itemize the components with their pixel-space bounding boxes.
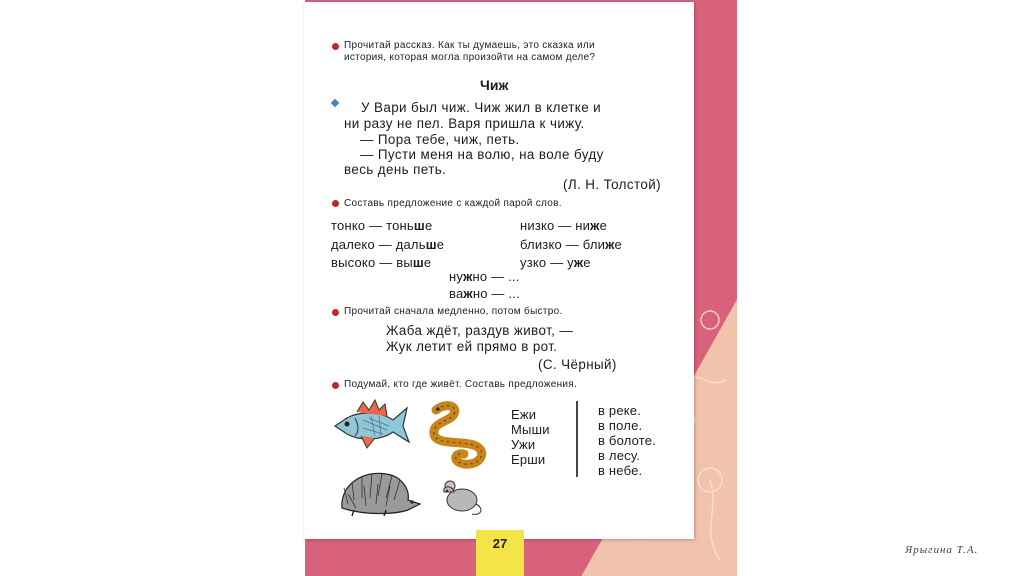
word-pair: [331, 254, 431, 272]
story-line: весь день петь.: [344, 162, 447, 177]
fish-illustration: [331, 398, 415, 454]
author-signature: Ярыгина Т.А.: [905, 544, 979, 556]
bold-letter: ж: [605, 237, 615, 252]
textbook-page: [304, 2, 694, 539]
story-title: Чиж: [480, 77, 509, 93]
poem-author: (С. Чёрный): [538, 357, 617, 372]
word-tail: е: [614, 237, 622, 252]
word-stem: близко — бли: [520, 237, 606, 252]
bold-letter: ш: [412, 255, 424, 270]
word-tail: е: [423, 255, 432, 270]
place-phrase: в небе.: [598, 463, 643, 478]
word-pair: [331, 236, 444, 254]
word-stem: высоко — вы: [331, 255, 413, 270]
word-stem: ну: [449, 269, 464, 284]
story-line: ни разу не пел. Варя пришла к чижу.: [344, 116, 585, 131]
animal-word: Ерши: [511, 452, 546, 467]
word-stem: далеко — даль: [331, 237, 426, 252]
bold-letter: ж: [590, 218, 600, 233]
place-phrase: в реке.: [598, 403, 642, 418]
word-pair: [520, 217, 607, 235]
word-pair: [520, 236, 622, 254]
hedgehog-illustration: [336, 464, 422, 518]
bold-letter: ш: [425, 237, 437, 252]
task1-line1: Прочитай рассказ. Как ты думаешь, это сказка или: [344, 40, 595, 51]
animal-word: Мыши: [511, 422, 550, 437]
page-number: 27: [476, 530, 524, 576]
word-pair: [520, 254, 591, 272]
word-stem: низко — ни: [520, 218, 591, 233]
bold-letter: ж: [463, 269, 473, 284]
word-pair: [331, 217, 432, 235]
bold-letter: ж: [573, 255, 584, 270]
story-line: У Вари был чиж. Чиж жил в клетке и: [361, 100, 602, 115]
poem-line: Жук летит ей прямо в рот.: [386, 339, 558, 354]
task-bullet: [332, 382, 339, 389]
story-line: — Пусти меня на волю, на воле буду: [360, 147, 604, 162]
word-tail: е: [583, 255, 591, 270]
word-stem: ва: [449, 286, 464, 301]
mouse-illustration: [432, 472, 486, 518]
word-tail: е: [424, 218, 433, 233]
place-phrase: в поле.: [598, 418, 643, 433]
poem-line: Жаба ждёт, раздув живот, —: [386, 323, 574, 338]
diamond-bullet-icon: [331, 99, 339, 107]
story-author: (Л. Н. Толстой): [563, 177, 661, 192]
word-tail: но — ...: [472, 286, 520, 301]
snake-illustration: [424, 400, 496, 470]
place-phrase: в болоте.: [598, 433, 657, 448]
bold-letter: ш: [413, 218, 425, 233]
word-pair: [449, 268, 520, 286]
word-pair: [449, 285, 520, 303]
word-tail: е: [599, 218, 607, 233]
place-phrase: в лесу.: [598, 448, 641, 463]
task3-text: Прочитай сначала медленно, потом быстро.: [344, 306, 563, 317]
word-stem: тонко — тонь: [331, 218, 414, 233]
task4-text: Подумай, кто где живёт. Составь предложения.: [344, 379, 578, 390]
animal-word: Ужи: [511, 437, 536, 452]
word-tail: е: [436, 237, 445, 252]
word-tail: но — ...: [472, 269, 520, 284]
story-line: — Пора тебе, чиж, петь.: [360, 132, 520, 147]
task1-line2: история, которая могла произойти на самом деле?: [344, 52, 596, 63]
column-divider: [576, 401, 578, 477]
animal-word: Ежи: [511, 407, 537, 422]
task-bullet: [332, 200, 339, 207]
word-stem: узко — у: [520, 255, 574, 270]
task-bullet: [332, 309, 339, 316]
task2-text: Составь предложение с каждой парой слов.: [344, 198, 562, 209]
bold-letter: ж: [463, 286, 473, 301]
task-bullet: [332, 43, 339, 50]
